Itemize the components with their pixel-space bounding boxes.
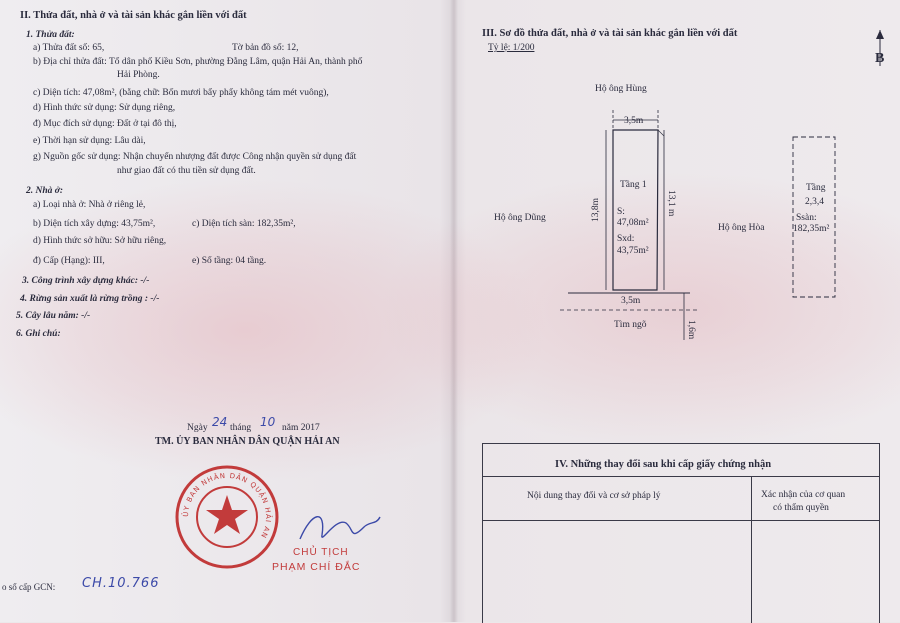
perennial-trees: 5. Cây lâu năm: -/- — [16, 311, 91, 321]
land-use-purpose: đ) Mục đích sử dụng: Đất ở tại đô thị, — [33, 119, 177, 129]
land-parcel: a) Thửa đất số: 65, — [33, 43, 105, 53]
house-floor-area: c) Diện tích sàn: 182,35m², — [192, 219, 296, 229]
north-neighbor: Hộ ông Hùng — [595, 84, 647, 94]
official-seal — [172, 462, 282, 572]
changes-table-title: IV. Những thay đổi sau khi cấp giấy chứng nhận — [555, 459, 772, 470]
house-build-area: b) Diện tích xây dựng: 43,75m², — [33, 219, 156, 229]
north-label: B — [875, 51, 885, 66]
signer-title: CHỦ TỊCH — [293, 547, 349, 558]
area-sxd-value: 43,75m² — [617, 246, 649, 256]
parcel-diagram — [560, 110, 700, 320]
upper-floor-numbers: 2,3,4 — [805, 197, 824, 207]
east-neighbor: Hộ ông Hòa — [718, 223, 765, 233]
changes-confirmation-header-1: Xác nhận của cơ quan — [761, 490, 846, 500]
area-sxd-label: Sxd: — [617, 234, 635, 244]
area-s-label: S: — [617, 207, 625, 217]
south-lane: Tìm ngõ — [614, 320, 647, 330]
dim-left: 13,8m — [591, 197, 601, 222]
land-use-term: e) Thời hạn sử dụng: Lâu dài, — [33, 136, 146, 146]
land-origin-line-1: g) Nguồn gốc sử dụng: Nhận chuyển nhượng đất được Công nhận quyền sử dụng đất — [33, 152, 357, 162]
land-use-form: d) Hình thức sử dụng: Sử dụng riêng, — [33, 103, 176, 113]
page-fold — [450, 0, 458, 622]
changes-table-divider — [751, 476, 752, 623]
land-origin-line-2: như giao đất có thu tiền sử dụng đất. — [117, 166, 256, 176]
date-day: 24 — [212, 415, 228, 429]
dim-bottom: 3,5m — [621, 296, 641, 306]
date-month: 10 — [260, 415, 276, 429]
section-3-title: III. Sơ đồ thửa đất, nhà ở và tài sản khác gắn liền với đất — [482, 28, 738, 39]
land-address-line-2: Hải Phòng. — [117, 70, 160, 80]
changes-table — [482, 443, 880, 623]
west-neighbor: Hộ ông Dũng — [494, 213, 546, 223]
house-grade: đ) Cấp (Hạng): III, — [33, 256, 105, 266]
gcn-book-number: CH.10.766 — [82, 576, 160, 591]
land-address-line-1: b) Địa chỉ thửa đất: Tổ dân phố Kiều Sơn, phường Đằng Lâm, quận Hải An, thành phố — [33, 57, 363, 67]
signature — [292, 505, 382, 549]
date-year: năm 2017 — [282, 423, 320, 433]
upper-floor-ssan-value: 182,35m² — [793, 224, 830, 234]
changes-table-header — [483, 444, 879, 477]
land-heading: 1. Thửa đất: — [26, 30, 75, 40]
date-label: Ngày — [187, 423, 208, 433]
issuing-authority: TM. ỦY BAN NHÂN DÂN QUẬN HẢI AN — [155, 436, 340, 447]
signer-name: PHẠM CHÍ ĐẮC — [272, 561, 361, 573]
planted-forest: 4. Rừng sản xuất là rừng trồng : -/- — [20, 294, 160, 304]
land-map-sheet: Tờ bản đồ số: 12, — [232, 43, 299, 53]
house-floors: e) Số tầng: 04 tầng. — [192, 256, 267, 266]
seal-text: ỦY BAN NHÂN DÂN QUẬN HẢI AN — [181, 471, 273, 540]
upper-floor-label: Tầng — [806, 183, 826, 193]
changes-confirmation-header-2: có thẩm quyền — [773, 503, 829, 513]
section-2-title: II. Thửa đất, nhà ở và tài sản khác gắn liền với đất — [20, 10, 247, 21]
other-structures: 3. Công trình xây dựng khác: -/- — [22, 276, 150, 286]
dim-right: 13,1 m — [666, 190, 676, 217]
area-s-value: 47,08m² — [617, 218, 649, 228]
dim-top: 3,5m — [624, 116, 644, 126]
floor-1-label: Tầng 1 — [620, 180, 647, 190]
scale: Tỷ lệ: 1/200 — [488, 43, 535, 53]
month-label: tháng — [230, 423, 252, 433]
dim-lane: 1,6m — [686, 320, 696, 340]
upper-floor-ssan-label: Ssàn: — [796, 213, 817, 223]
house-ownership: d) Hình thức sở hữu: Sở hữu riêng, — [33, 236, 167, 246]
house-heading: 2. Nhà ở: — [26, 186, 64, 196]
house-type: a) Loại nhà ở: Nhà ở riêng lẻ, — [33, 200, 146, 210]
changes-content-header: Nội dung thay đổi và cơ sở pháp lý — [527, 491, 661, 501]
gcn-book-label: o sổ cấp GCN: — [2, 582, 56, 592]
land-area: c) Diện tích: 47,08m², (bằng chữ: Bốn mươi bẩy phẩy không tám mét vuông), — [33, 88, 329, 98]
notes: 6. Ghi chú: — [16, 329, 61, 339]
